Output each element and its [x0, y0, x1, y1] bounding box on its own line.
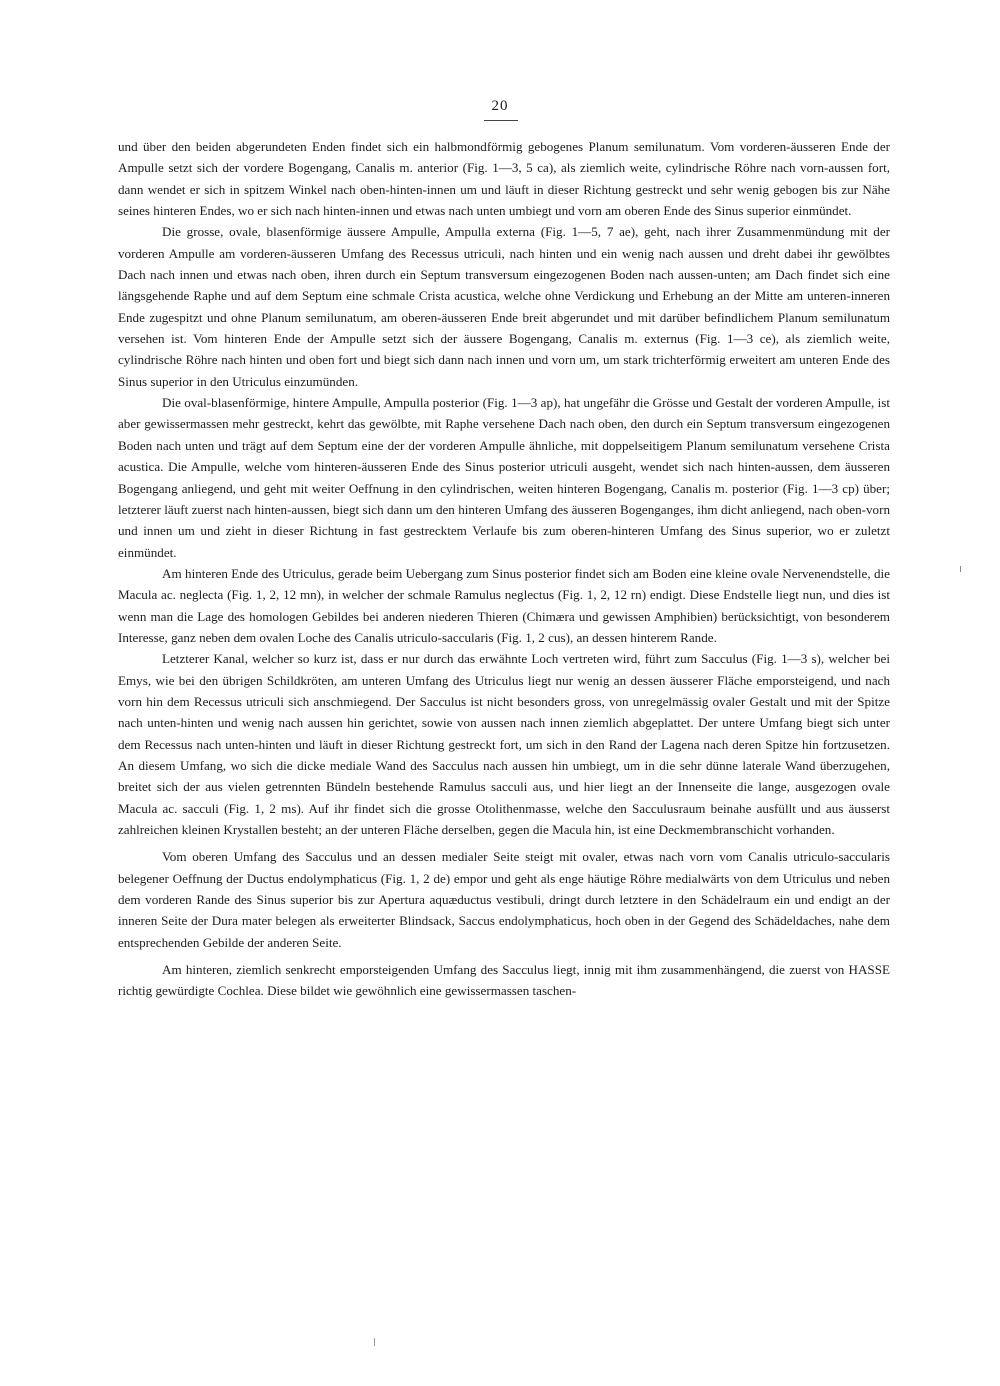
paragraph-5: Letzterer Kanal, welcher so kurz ist, dass er nur durch das erwähnte Loch vertreten wird, führt zum Sacculus (Fig. 1—3 s), welcher bei Emys, wie bei den übrigen Schildkröten, am unteren Umfang des Utriculus liegt nur wenig an dessen äusserer Fläche emporsteigend, und nach vorn hin dem Recessus utriculi sich anschmiegend. Der Sacculus ist nicht besonders gross, von unregelmässig ovaler Gestalt und mit der Spitze nach unten-hinten und wenig nach aussen hin gerichtet, sowie von aussen nach innen ziemlich abgeplattet. Der untere Umfang biegt sich unter dem Recessus nach unten-hinten und läuft in dieser Richtung gestreckt fort, um sich in den Rand der Lagena nach deren Spitze hin fortzusetzen. An diesem Umfang, wo sich die dicke mediale Wand des Sacculus nach aussen hin umbiegt, um in die sehr dünne laterale Wand überzugehen, breitet sich der aus vielen getrennten Bündeln bestehende Ramulus sacculi aus, und hier liegt an der Innenseite die lange, ausgezogen ovale Macula ac. sacculi (Fig. 1, 2 ms). Auf ihr findet sich die grosse Otolithenmasse, welche den Sacculusraum beinahe ausfüllt und aus äusserst zahlreichen kleinen Krystallen besteht; an der unteren Fläche derselben, gegen die Macula hin, ist eine Deckmembranschicht vorhanden.	[118, 651, 890, 837]
page-number: 20	[491, 98, 509, 114]
body-text	[118, 136, 890, 1002]
paragraph-2: Die grosse, ovale, blasenförmige äussere Ampulle, Ampulla externa (Fig. 1—5, 7 ae), geht, nach ihrer Zusammenmündung mit der vorderen Ampulle am vorderen-äusseren Umfang des Recessus utriculi, nach hinten und ein wenig nach aussen und dreht dabei ihr gewölbtes Dach nach innen und etwas nach oben, ihren durch ein Septum transversum eingezogenen Boden nach aussen-unten; am Dach findet sich eine längsgehende Raphe und auf dem Septum eine schmale Crista acustica, welche ohne Verdickung und Erhebung an der Mitte am unteren-inneren Ende zugespitzt und ohne Planum semilunatum, am oberen-äusseren Ende breit abgerundet und mit darüber befindlichem Planum semilunatum versehen ist. Vom hinteren Ende der Ampulle setzt sich der äussere Bogengang, Canalis m. externus (Fig. 1—3 ce), als ziemlich weite, cylindrische Röhre nach hinten und oben fort und biegt sich dann nach innen und vorn um, um stark trichterförmig erweitert am unteren Ende des Sinus superior in den Utriculus einzumünden.	[118, 224, 890, 389]
margin-mark	[960, 566, 965, 572]
page-number-rule	[484, 120, 518, 121]
paragraph-6: Vom oberen Umfang des Sacculus und an dessen medialer Seite steigt mit ovaler, etwas nach vorn vom Canalis utriculo-saccularis belegener Oeffnung der Ductus endolymphaticus (Fig. 1, 2 de) empor und geht als enge häutige Röhre medialwärts von dem Utriculus und neben dem vorderen Rande des Sinus superior bis zur Apertura aquæductus vestibuli, dringt durch letztere in den Schädelraum ein und endigt an der inneren Seite der Dura mater belegen als erweiterter Blindsack, Saccus endolymphaticus, hoch oben in der Gegend des Schädeldaches, nahe dem entsprechenden Gebilde der anderen Seite.	[118, 849, 890, 950]
scan-speck	[374, 1338, 375, 1346]
paragraph-1: und über den beiden abgerundeten Enden findet sich ein halbmondförmig gebogenes Planum semilunatum. Vom vorderen-äusseren Ende der Ampulle setzt sich der vordere Bogengang, Canalis m. anterior (Fig. 1—3, 5 ca), als ziemlich weite, cylindrische Röhre nach vorn-aussen fort, dann wendet er sich in spitzem Winkel nach oben-hinten-innen um und läuft in dieser Richtung gestreckt und sehr wenig gebogen bis zur Nähe seines hinteren Endes, wo er sich nach hinten-innen und etwas nach unten umbiegt und vorn am oberen Ende des Sinus superior einmündet.	[118, 139, 890, 219]
paragraph-3: Die oval-blasenförmige, hintere Ampulle, Ampulla posterior (Fig. 1—3 ap), hat ungefähr die Grösse und Gestalt der vorderen Ampulle, ist aber gewissermassen mehr gestreckt, kehrt das gewölbte, mit Raphe versehene Dach nach oben, den durch ein Septum transversum eingezogenen Boden nach unten und trägt auf dem Septum eine der der vorderen Ampulle ähnliche, mit doppelseitigem Planum semilunatum versehene Crista acustica. Die Ampulle, welche vom hinteren-äusseren Ende des Sinus posterior utriculi ausgeht, wendet sich nach hinten-aussen, dem äusseren Bogengang anliegend, und geht mit weiter Oeffnung in den cylindrischen, weiten hinteren Bogengang, Canalis m. posterior (Fig. 1—3 cp) über; letzterer läuft zuerst nach hinten-aussen, biegt sich dann um den hinteren Umfang des äusseren Bogenganges, ihm dicht anliegend, nach oben-vorn und innen um und zieht in dieser Richtung in fast gestrecktem Verlaufe bis zum oberen-hinteren Umfang des Sinus superior, wo er zuletzt einmündet.	[118, 395, 890, 560]
paragraph-4: Am hinteren Ende des Utriculus, gerade beim Uebergang zum Sinus posterior findet sich am Boden eine kleine ovale Nervenendstelle, die Macula ac. neglecta (Fig. 1, 2, 12 mn), in welcher der schmale Ramulus neglectus (Fig. 1, 2, 12 rn) endigt. Diese Endstelle liegt nun, und dies ist wenn man die Lage des homologen Gebildes bei anderen niederen Thieren (Chimæra und gewissen Amphibien) berücksichtigt, von besonderem Interesse, ganz neben dem ovalen Loche des Canalis utriculo-saccularis (Fig. 1, 2 cus), an dessen hinterem Rande.	[118, 565, 890, 645]
paragraph-7: Am hinteren, ziemlich senkrecht emporsteigenden Umfang des Sacculus liegt, innig mit ihm zusammenhängend, die zuerst von HASSE richtig gewürdigte Cochlea. Diese bildet wie gewöhnlich eine gewissermassen taschen-	[118, 962, 890, 999]
